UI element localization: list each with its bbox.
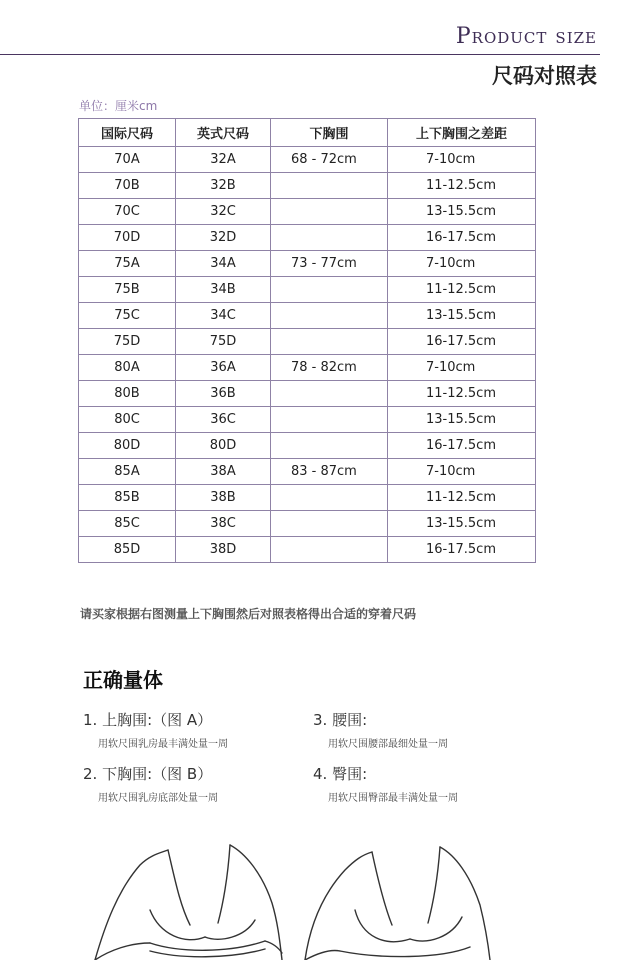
table-header-row	[79, 119, 536, 147]
measure-item-upper-bust	[83, 709, 228, 750]
table-row	[79, 199, 536, 225]
table-row	[79, 355, 536, 381]
measure-item-desc: 用软尺围乳房底部处量一周	[98, 793, 218, 804]
cell-bust-difference: 16-17.5cm	[388, 225, 536, 251]
cell-uk-size: 38C	[176, 511, 271, 537]
cell-uk-size: 34A	[176, 251, 271, 277]
cell-intl-size: 70A	[79, 147, 176, 173]
cell-intl-size: 75D	[79, 329, 176, 355]
cell-under-bust	[271, 485, 388, 511]
cell-bust-difference: 11-12.5cm	[388, 381, 536, 407]
cell-bust-difference: 13-15.5cm	[388, 511, 536, 537]
cell-intl-size: 85C	[79, 511, 176, 537]
column-header: 国际尺码	[79, 119, 176, 147]
size-table	[78, 118, 536, 563]
cell-uk-size: 32D	[176, 225, 271, 251]
figure-a-illustration	[95, 845, 282, 960]
table-row	[79, 225, 536, 251]
cell-bust-difference: 11-12.5cm	[388, 485, 536, 511]
cell-intl-size: 75C	[79, 303, 176, 329]
cell-uk-size: 80D	[176, 433, 271, 459]
table-row	[79, 277, 536, 303]
cell-under-bust	[271, 329, 388, 355]
table-row	[79, 173, 536, 199]
cell-bust-difference: 13-15.5cm	[388, 303, 536, 329]
cell-bust-difference: 11-12.5cm	[388, 173, 536, 199]
cell-under-bust	[271, 407, 388, 433]
cell-intl-size: 70D	[79, 225, 176, 251]
cell-bust-difference: 7-10cm	[388, 251, 536, 277]
cell-intl-size: 80C	[79, 407, 176, 433]
cell-intl-size: 80D	[79, 433, 176, 459]
measure-item-desc: 用软尺围臀部最丰满处量一周	[328, 793, 458, 804]
cell-bust-difference: 13-15.5cm	[388, 199, 536, 225]
cell-uk-size: 38A	[176, 459, 271, 485]
cell-under-bust	[271, 199, 388, 225]
table-row	[79, 485, 536, 511]
figure-b-illustration	[305, 847, 490, 960]
cell-uk-size: 32C	[176, 199, 271, 225]
table-row	[79, 303, 536, 329]
cell-intl-size: 75A	[79, 251, 176, 277]
cell-bust-difference: 11-12.5cm	[388, 277, 536, 303]
cell-uk-size: 36C	[176, 407, 271, 433]
cell-uk-size: 32A	[176, 147, 271, 173]
table-row	[79, 433, 536, 459]
cell-intl-size: 70B	[79, 173, 176, 199]
cell-uk-size: 34C	[176, 303, 271, 329]
cell-intl-size: 85A	[79, 459, 176, 485]
cell-bust-difference: 16-17.5cm	[388, 329, 536, 355]
cell-uk-size: 34B	[176, 277, 271, 303]
cell-uk-size: 75D	[176, 329, 271, 355]
measure-item-desc: 用软尺围乳房最丰满处量一周	[98, 739, 228, 750]
cell-under-bust: 73 - 77cm	[271, 251, 388, 277]
cell-under-bust	[271, 537, 388, 563]
measure-item-label: 3. 腰围:	[313, 711, 368, 729]
column-header: 下胸围	[271, 119, 388, 147]
measure-item-hip	[313, 763, 458, 804]
cell-under-bust	[271, 173, 388, 199]
table-row	[79, 381, 536, 407]
page-title-cn: 尺码对照表	[492, 64, 597, 88]
table-row	[79, 329, 536, 355]
cell-intl-size: 75B	[79, 277, 176, 303]
cell-bust-difference: 7-10cm	[388, 459, 536, 485]
cell-intl-size: 80B	[79, 381, 176, 407]
cell-uk-size: 38D	[176, 537, 271, 563]
table-row	[79, 251, 536, 277]
cell-intl-size: 80A	[79, 355, 176, 381]
cell-under-bust	[271, 433, 388, 459]
cell-bust-difference: 7-10cm	[388, 147, 536, 173]
cell-bust-difference: 16-17.5cm	[388, 537, 536, 563]
column-header: 上下胸围之差距	[388, 119, 536, 147]
cell-under-bust	[271, 225, 388, 251]
cell-uk-size: 36A	[176, 355, 271, 381]
cell-bust-difference: 13-15.5cm	[388, 407, 536, 433]
cell-under-bust: 83 - 87cm	[271, 459, 388, 485]
table-row	[79, 537, 536, 563]
cell-bust-difference: 7-10cm	[388, 355, 536, 381]
measure-item-under-bust	[83, 763, 218, 804]
cell-intl-size: 85B	[79, 485, 176, 511]
cell-bust-difference: 16-17.5cm	[388, 433, 536, 459]
cell-intl-size: 85D	[79, 537, 176, 563]
column-header: 英式尺码	[176, 119, 271, 147]
measure-item-desc: 用软尺围腰部最细处量一周	[328, 739, 448, 750]
measure-item-label: 4. 臀围:	[313, 765, 368, 783]
measure-item-label: 2. 下胸围:（图 B）	[83, 765, 213, 783]
table-row	[79, 147, 536, 173]
table-row	[79, 459, 536, 485]
table-body	[79, 147, 536, 563]
cell-intl-size: 70C	[79, 199, 176, 225]
cell-uk-size: 36B	[176, 381, 271, 407]
cell-under-bust	[271, 303, 388, 329]
unit-label: 单位：厘米cm	[79, 99, 158, 113]
cell-under-bust: 68 - 72cm	[271, 147, 388, 173]
cell-uk-size: 38B	[176, 485, 271, 511]
measure-item-waist	[313, 709, 448, 750]
measure-section-title: 正确量体	[83, 668, 163, 692]
table-row	[79, 407, 536, 433]
cell-under-bust	[271, 511, 388, 537]
table-row	[79, 511, 536, 537]
measure-item-label: 1. 上胸围:（图 A）	[83, 711, 213, 729]
page-title-en: Product size	[455, 24, 597, 49]
cell-uk-size: 32B	[176, 173, 271, 199]
measurement-illustration	[0, 825, 620, 960]
cell-under-bust: 78 - 82cm	[271, 355, 388, 381]
cell-under-bust	[271, 381, 388, 407]
header-divider	[0, 54, 600, 55]
cell-under-bust	[271, 277, 388, 303]
instruction-note: 请买家根据右图测量上下胸围然后对照表格得出合适的穿着尺码	[80, 607, 417, 621]
